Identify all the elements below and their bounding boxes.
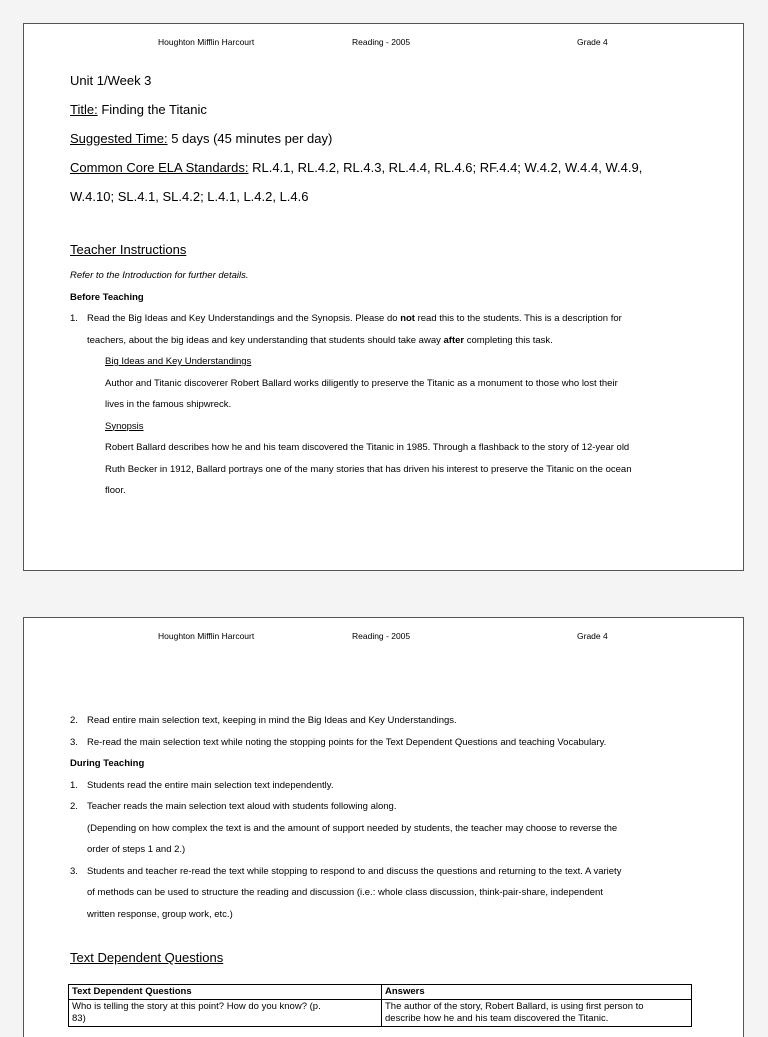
question-cell: Who is telling the story at this point? How do you know? (p. 83) [69,1000,382,1027]
big-ideas-heading: Big Ideas and Key Understandings [105,356,252,367]
header-subject: Reading - 2005 [352,37,411,47]
title-line [70,95,730,124]
refer-note: Refer to the Introduction for further details. [70,270,249,281]
during-step-2: 2. Teacher reads the main selection text aloud with students following along. [70,801,397,812]
standards-list-1: RL.4.1, RL.4.2, RL.4.3, RL.4.4, RL.4.6; RF.4.4; W.4.2, W.4.4, W.4.9, [252,160,643,175]
big-ideas-text-1: Author and Titanic discoverer Robert Ballard works diligently to preserve the Titanic as a monument to those who lost their [105,377,618,389]
text-dependent-questions-heading: Text Dependent Questions [70,950,224,965]
document-page-2 [23,617,744,1037]
during-step-1: 1. Students read the entire main selection text independently. [70,779,334,791]
standards-line [70,153,730,182]
before-step-1: 1. Read the Big Ideas and Key Understandings and the Synopsis. Please do not read this to the students. This is a description for [70,308,730,330]
big-ideas-text-2: lives in the famous shipwreck. [105,399,232,410]
synopsis-text-3: floor. [105,485,126,496]
text-dependent-questions-table [68,984,692,1027]
synopsis-text-2: Ruth Becker in 1912, Ballard portrays one of the many stories that has driven his interest to preserve the Titanic on the ocean [105,463,632,475]
suggested-time-line [70,124,730,153]
title-value: Finding the Titanic [101,102,207,117]
during-step-3-cont-2: written response, group work, etc.) [87,908,233,920]
header-subject: Reading - 2005 [352,631,411,641]
synopsis-heading: Synopsis [105,420,144,432]
unit-week: Unit 1/Week 3 [70,73,152,88]
title-label: Title: [70,102,98,117]
during-step-3: 3. Students and teacher re-read the text while stopping to respond to and discuss the questions and returning to the text. A variety [70,865,622,877]
before-step-1-cont: teachers, about the big ideas and key understanding that students should take away after completing this task. [87,334,553,346]
before-teaching-heading: Before Teaching [70,291,144,303]
before-step-3: 3. Re-read the main selection text while noting the stopping points for the Text Dependent Questions and teaching Vocabulary. [70,736,607,748]
during-step-2-note-1: (Depending on how complex the text is and the amount of support needed by students, the teacher may choose to reverse the [87,822,618,834]
column-header-questions: Text Dependent Questions [69,985,382,1000]
step-number: 1. [70,313,78,324]
header-grade: Grade 4 [577,37,608,47]
header-publisher: Houghton Mifflin Harcourt [158,37,255,47]
unit-info [70,66,730,211]
suggested-time-label: Suggested Time: [70,131,168,146]
standards-list-2: W.4.10; SL.4.1, SL.4.2; L.4.1, L.4.2, L.4.6 [70,189,309,204]
instructions-body [70,265,730,502]
during-step-3-cont-1: of methods can be used to structure the reading and discussion (i.e.: whole class discussion, think-pair-share, independent [87,887,603,898]
column-header-answers: Answers [382,985,692,1000]
synopsis-text-1: Robert Ballard describes how he and his team discovered the Titanic in 1985. Through a flashback to the story of 12-year old [105,442,630,453]
before-step-2: 2. Read entire main selection text, keeping in mind the Big Ideas and Key Understandings. [70,715,457,726]
header-publisher: Houghton Mifflin Harcourt [158,631,255,641]
header-grade: Grade 4 [577,631,608,641]
teacher-instructions-heading: Teacher Instructions [70,242,187,257]
during-teaching-heading: During Teaching [70,758,145,769]
table-row [69,1000,692,1027]
during-step-2-note-2: order of steps 1 and 2.) [87,844,186,855]
table-header-row [69,985,692,1000]
teaching-steps [70,710,730,925]
suggested-time-value: 5 days (45 minutes per day) [171,131,333,146]
answer-cell: The author of the story, Robert Ballard, is using first person to describe how he and his team discovered the Titanic. [382,1000,692,1027]
standards-label: Common Core ELA Standards: [70,160,249,175]
document-page-1 [23,23,744,571]
